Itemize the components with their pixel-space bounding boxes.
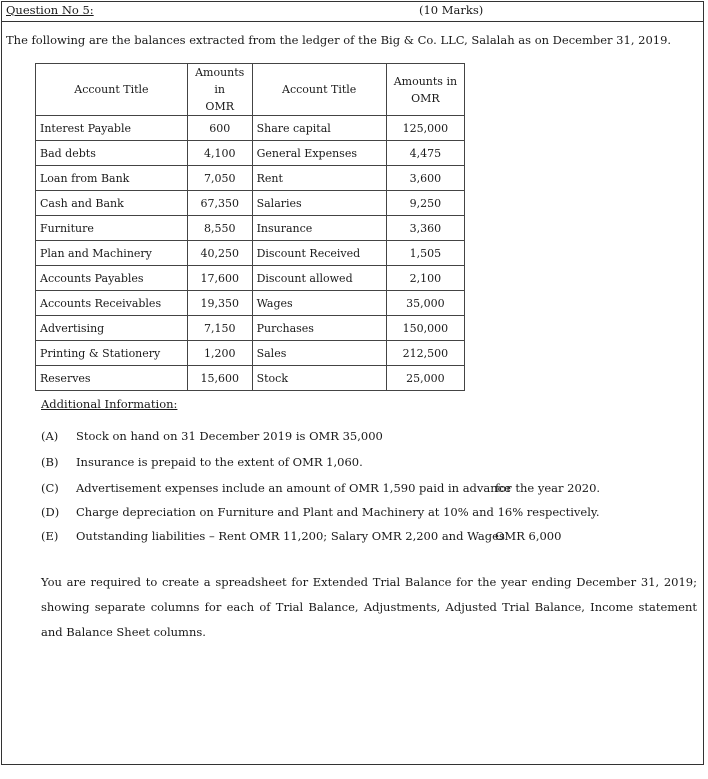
table-row xyxy=(36,366,465,391)
info-item-letter: (A) xyxy=(41,429,59,443)
table-row xyxy=(36,216,465,241)
table-row xyxy=(36,291,465,316)
account-title-left: Reserves xyxy=(36,366,188,391)
amount-left: 8,550 xyxy=(187,216,252,241)
account-title-left: Plan and Machinery xyxy=(36,241,188,266)
info-item-text: Insurance is prepaid to the extent of OMR 1,060. xyxy=(76,455,363,469)
info-item-letter: (D) xyxy=(41,505,60,519)
account-title-right: Sales xyxy=(252,341,386,366)
table-row xyxy=(36,166,465,191)
table-row xyxy=(36,341,465,366)
amount-right: 4,475 xyxy=(386,141,464,166)
ledger-balances-table xyxy=(35,63,465,391)
account-title-right: Discount Received xyxy=(252,241,386,266)
amount-left: 19,350 xyxy=(187,291,252,316)
amount-right: 25,000 xyxy=(386,366,464,391)
header-account-title-2: Account Title xyxy=(252,64,386,116)
account-title-right: Insurance xyxy=(252,216,386,241)
account-title-left: Loan from Bank xyxy=(36,166,188,191)
header-row xyxy=(1,1,704,22)
account-title-left: Bad debts xyxy=(36,141,188,166)
header-account-title-1: Account Title xyxy=(36,64,188,116)
amount-left: 7,050 xyxy=(187,166,252,191)
header-amount-2: Amounts in OMR xyxy=(386,64,464,116)
amount-right: 212,500 xyxy=(386,341,464,366)
account-title-left: Interest Payable xyxy=(36,116,188,141)
task-instructions: You are required to create a spreadsheet for Extended Trial Balance for the year ending December 31, 2019; showing separate columns for each of Trial Balance, Adjustments, Adjusted Trial Balance, Income statement and Balance Sheet columns. xyxy=(41,575,697,639)
amount-right: 35,000 xyxy=(386,291,464,316)
info-item-letter: (E) xyxy=(41,529,59,543)
question-label: Question No 5: xyxy=(6,3,94,17)
table-row xyxy=(36,141,465,166)
account-title-left: Cash and Bank xyxy=(36,191,188,216)
amount-right: 1,505 xyxy=(386,241,464,266)
account-title-right: Rent xyxy=(252,166,386,191)
account-title-right: Discount allowed xyxy=(252,266,386,291)
account-title-right: Share capital xyxy=(252,116,386,141)
amount-left: 7,150 xyxy=(187,316,252,341)
amount-left: 15,600 xyxy=(187,366,252,391)
account-title-left: Furniture xyxy=(36,216,188,241)
amount-left: 1,200 xyxy=(187,341,252,366)
amount-right: 9,250 xyxy=(386,191,464,216)
account-title-right: Stock xyxy=(252,366,386,391)
intro-text: The following are the balances extracted from the ledger of the Big & Co. LLC, Salalah as on December 31, 2019. xyxy=(6,33,672,47)
info-item-tail: OMR 6,000 xyxy=(495,529,562,543)
amount-left: 600 xyxy=(187,116,252,141)
amount-left: 67,350 xyxy=(187,191,252,216)
table-row xyxy=(36,116,465,141)
info-item-text: Stock on hand on 31 December 2019 is OMR 35,000 xyxy=(76,429,383,443)
info-item-text: Advertisement expenses include an amount of OMR 1,590 paid in advance xyxy=(76,481,511,495)
table-row xyxy=(36,316,465,341)
ledger-body xyxy=(36,116,465,391)
table-row xyxy=(36,266,465,291)
table-header-row xyxy=(36,64,465,116)
account-title-right: Purchases xyxy=(252,316,386,341)
amount-left: 4,100 xyxy=(187,141,252,166)
amount-right: 125,000 xyxy=(386,116,464,141)
additional-info-heading: Additional Information: xyxy=(41,397,178,411)
table-row xyxy=(36,191,465,216)
amount-right: 2,100 xyxy=(386,266,464,291)
header-amount-1: Amounts in OMR xyxy=(187,64,252,116)
info-item-text: Outstanding liabilities – Rent OMR 11,200; Salary OMR 2,200 and Wages xyxy=(76,529,505,543)
account-title-left: Advertising xyxy=(36,316,188,341)
amount-right: 150,000 xyxy=(386,316,464,341)
marks-label: (10 Marks) xyxy=(419,3,484,17)
amount-left: 40,250 xyxy=(187,241,252,266)
info-item-letter: (B) xyxy=(41,455,59,469)
info-item-letter: (C) xyxy=(41,481,59,495)
amount-right: 3,600 xyxy=(386,166,464,191)
account-title-left: Printing & Stationery xyxy=(36,341,188,366)
amount-right: 3,360 xyxy=(386,216,464,241)
account-title-left: Accounts Payables xyxy=(36,266,188,291)
account-title-right: Salaries xyxy=(252,191,386,216)
account-title-right: General Expenses xyxy=(252,141,386,166)
info-item-tail: for the year 2020. xyxy=(495,481,601,495)
account-title-right: Wages xyxy=(252,291,386,316)
info-item-text: Charge depreciation on Furniture and Plant and Machinery at 10% and 16% respectively. xyxy=(76,505,600,519)
table-row xyxy=(36,241,465,266)
amount-left: 17,600 xyxy=(187,266,252,291)
account-title-left: Accounts Receivables xyxy=(36,291,188,316)
